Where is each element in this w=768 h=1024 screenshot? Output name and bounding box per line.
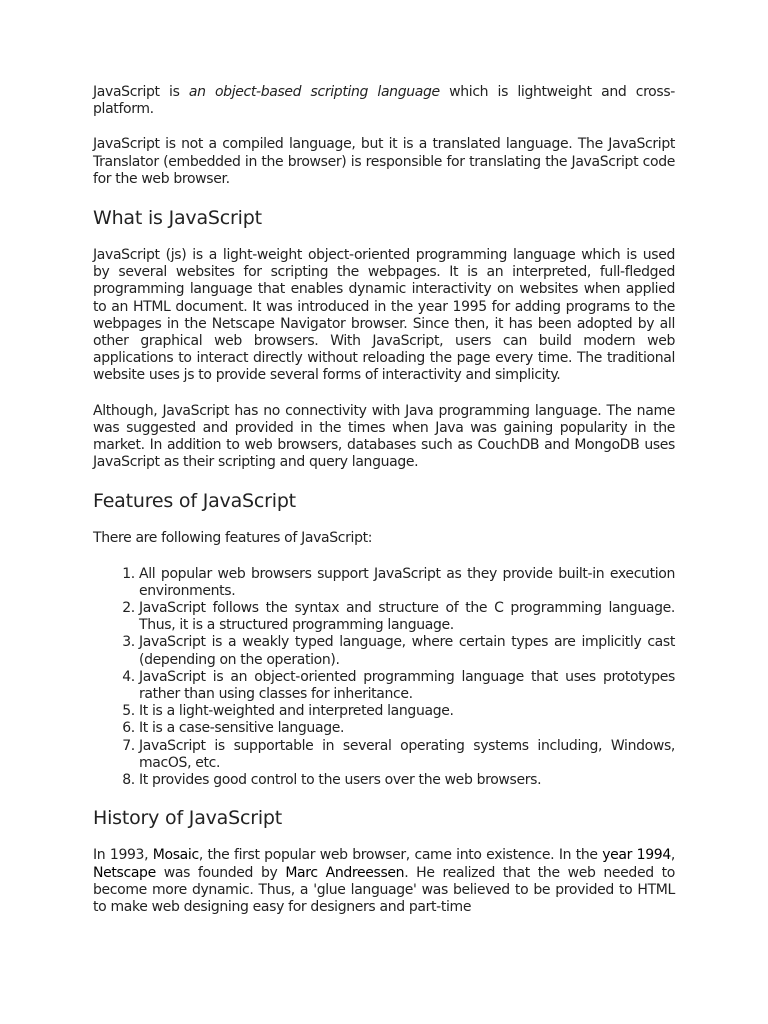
intro-emphasis: an object-based scripting language	[188, 84, 440, 100]
netscape-link[interactable]: Netscape	[93, 864, 156, 881]
list-item: 7. JavaScript is supportable in several operating systems including, Windows, macOS, etc.	[139, 738, 675, 772]
year-1994-link[interactable]: year 1994	[602, 847, 671, 864]
mosaic-link[interactable]: Mosaic	[152, 847, 199, 864]
intro-text-pre: JavaScript is	[93, 84, 189, 100]
intro-text-post: which is lightweight and cross-platform.	[93, 84, 675, 118]
history-text: was founded by	[155, 864, 286, 881]
what-paragraph-1: JavaScript (js) is a light-weight object-oriented programming language which is used by several websites for scripting the webpages. It is an interpreted, full-fledged programming language that enables dynamic interactivity on websites when applied to an HTML document. It was introduced in the year 1995 for adding programs to the webpages in the Netscape Navigator browser. Since then, it has been adopted by all other graphical web browsers. With JavaScript, users can build modern web applications to interact directly without reloading the page every time. The traditional website uses js to provide several forms of interactivity and simplicity.	[93, 247, 675, 384]
heading-what-is-javascript: What is JavaScript	[93, 207, 262, 230]
list-item: 5. It is a light-weighted and interpreted language.	[139, 703, 675, 720]
list-item: 4. JavaScript is an object-oriented programming language that uses prototypes rather than using classes for inheritance.	[139, 669, 675, 703]
list-item: 6. It is a case-sensitive language.	[139, 720, 675, 737]
list-item: 8. It provides good control to the users over the web browsers.	[139, 772, 675, 789]
history-text: , the first popular web browser, came into existence. In the	[198, 847, 603, 864]
list-item: 2. JavaScript follows the syntax and structure of the C programming language. Thus, it is a structured programming language.	[139, 600, 675, 634]
features-lead: There are following features of JavaScript:	[93, 530, 373, 547]
history-text: In 1993,	[93, 847, 153, 864]
list-item: 3. JavaScript is a weakly typed language, where certain types are implicitly cast (depending on the operation).	[139, 634, 675, 668]
history-paragraph-1	[93, 847, 675, 916]
what-paragraph-2: Although, JavaScript has no connectivity with Java programming language. The name was suggested and provided in the times when Java was gaining popularity in the market. In addition to web browsers, databases such as CouchDB and MongoDB uses JavaScript as their scripting and query language.	[93, 402, 675, 471]
history-text: . He realized that the web needed to become more dynamic. Thus, a 'glue language' was believed to be provided to HTML to make web designing easy for designers and part-time	[93, 864, 675, 915]
marc-andreessen-link[interactable]: Marc Andreessen	[285, 864, 405, 881]
features-list	[93, 566, 675, 790]
intro-paragraph-2: JavaScript is not a compiled language, but it is a translated language. The JavaScript Translator (embedded in the browser) is responsible for translating the JavaScript code for the web browser.	[93, 136, 675, 187]
list-item: 1. All popular web browsers support JavaScript as they provide built-in execution environments.	[139, 566, 675, 600]
intro-paragraph-1	[93, 84, 675, 118]
heading-features: Features of JavaScript	[93, 490, 296, 513]
heading-history: History of JavaScript	[93, 807, 283, 830]
history-text: ,	[670, 847, 675, 864]
